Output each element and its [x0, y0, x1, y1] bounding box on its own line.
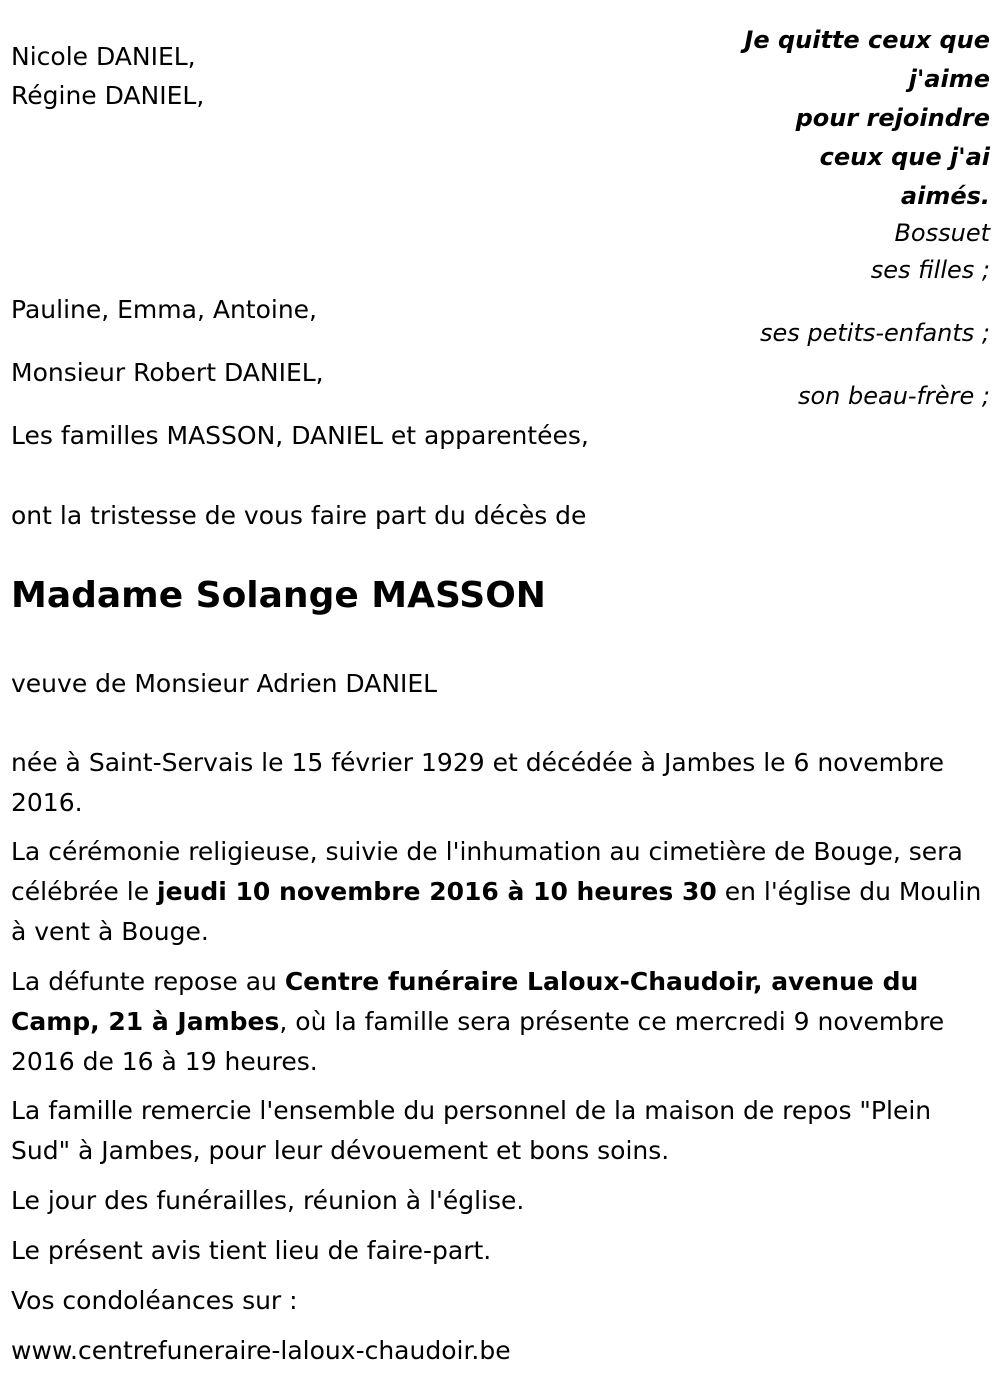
repose-text: La défunte repose au — [11, 967, 285, 996]
quote-line: Je quitte ceux que — [744, 26, 990, 54]
quote-author: Bossuet — [894, 219, 990, 247]
thanks-paragraph: La famille remercie l'ensemble du personnel de la maison de repos "Plein Sud" à Jambes, pour leur dévouement et bons soins. — [11, 1096, 932, 1165]
deceased-name: Madame Solange MASSON — [11, 575, 546, 616]
announcement-text: ont la tristesse de vous faire part du décès de — [11, 501, 587, 530]
daughters-role: ses filles ; — [870, 256, 990, 284]
repose-location: Centre funéraire Laloux-Chaudoir, avenue du Camp, 21 à Jambes — [11, 967, 919, 1036]
extended-families: Les familles MASSON, DANIEL et apparentées, — [11, 421, 589, 450]
repose-visiting: , où la famille sera présente ce mercredi 9 novembre 2016 de 16 à 19 heures. — [11, 1007, 945, 1076]
repose-paragraph — [11, 962, 993, 1082]
birth-death-paragraph: née à Saint-Servais le 15 février 1929 et décédée à Jambes le 6 novembre 2016. — [11, 748, 944, 817]
quote-line: pour rejoindre — [795, 104, 990, 132]
daughter-name-1: Nicole DANIEL, — [11, 42, 196, 71]
notice-paragraph: Le présent avis tient lieu de faire-part. — [11, 1236, 492, 1265]
quote-line: ceux que j'ai — [819, 143, 990, 171]
grandchildren-names: Pauline, Emma, Antoine, — [11, 295, 318, 324]
daughter-name-2: Régine DANIEL, — [11, 81, 205, 110]
meeting-paragraph: Le jour des funérailles, réunion à l'église. — [11, 1186, 525, 1215]
brother-in-law-name: Monsieur Robert DANIEL, — [11, 358, 324, 387]
ceremony-paragraph — [11, 832, 993, 952]
spouse-line: veuve de Monsieur Adrien DANIEL — [11, 669, 438, 698]
quote-line: j'aime — [908, 65, 990, 93]
epigraph-quote — [730, 21, 990, 216]
ceremony-text: La cérémonie religieuse, suivie de l'inhumation au cimetière de Bouge, sera célébrée le — [11, 837, 963, 906]
condolences-label: Vos condoléances sur : — [11, 1286, 298, 1315]
ceremony-place: en l'église du Moulin à vent à Bouge. — [11, 877, 982, 946]
quote-line: aimés. — [900, 182, 990, 210]
brother-in-law-role: son beau-frère ; — [797, 382, 990, 410]
grandchildren-role: ses petits-enfants ; — [759, 319, 990, 347]
website-link[interactable]: www.centrefuneraire-laloux-chaudoir.be — [11, 1336, 511, 1365]
ceremony-date: jeudi 10 novembre 2016 à 10 heures 30 — [157, 877, 717, 906]
